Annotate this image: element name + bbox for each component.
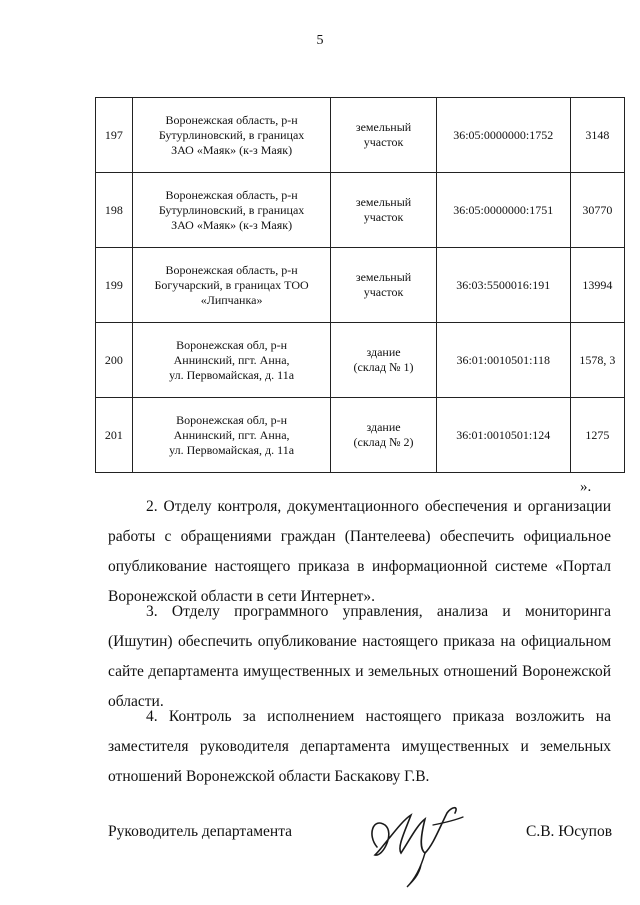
- address-line: Воронежская обл, р-н: [176, 337, 287, 352]
- address-line: Воронежская область, р-н: [165, 187, 298, 202]
- paragraph-2: 2. Отделу контроля, документационного обеспечения и организации работы с обращениями граждан (Пантелеева) обеспечить официальное опубликование настоящего приказа в информационной системе «Портал Воронежской области в сети Интернет».: [108, 498, 611, 605]
- object-type-line: (склад № 1): [353, 360, 414, 374]
- row-number: 201: [96, 398, 133, 473]
- address-line: ЗАО «Маяк» (к-з Маяк): [171, 142, 293, 157]
- table-row: [96, 398, 625, 473]
- address-line: ул. Первомайская, д. 11а: [169, 367, 295, 382]
- property-table: [95, 97, 625, 473]
- address-line: Аннинский, пгт. Анна,: [173, 352, 290, 367]
- object-type-cell: [331, 398, 436, 473]
- address-cell: [132, 248, 331, 323]
- address-line: Воронежская обл, р-н: [176, 412, 287, 427]
- object-type-line: (склад № 2): [353, 435, 414, 449]
- area-value: 3148: [570, 98, 624, 173]
- address-cell: [132, 323, 331, 398]
- address-line: Богучарский, в границах ТОО: [154, 277, 309, 292]
- area-value: 30770: [570, 173, 624, 248]
- cadastral-number: 36:01:0010501:118: [436, 323, 570, 398]
- row-number: 197: [96, 98, 133, 173]
- paragraph-4: 4. Контроль за исполнением настоящего приказа возложить на заместителя руководителя департамента имущественных и земельных отношений Воронежской области Баскакову Г.В.: [108, 708, 611, 785]
- object-type-line: земельный: [355, 195, 412, 209]
- page-number: 5: [316, 33, 324, 48]
- object-type-line: здание: [366, 345, 401, 359]
- address-line: Бутурлиновский, в границах: [158, 202, 305, 217]
- table-row: [96, 248, 625, 323]
- paragraph-3: 3. Отделу программного управления, анализа и мониторинга (Ишутин) обеспечить опубликование настоящего приказа на официальном сайте департамента имущественных и земельных отношений Воронежской области.: [108, 603, 611, 710]
- address-line: Бутурлиновский, в границах: [158, 127, 305, 142]
- signatory-title: Руководитель департамента: [108, 823, 293, 840]
- object-type-cell: [331, 173, 436, 248]
- object-type-cell: [331, 323, 436, 398]
- cadastral-number: 36:01:0010501:124: [436, 398, 570, 473]
- object-type-line: здание: [366, 420, 401, 434]
- row-number: 199: [96, 248, 133, 323]
- row-number: 198: [96, 173, 133, 248]
- address-line: Воронежская область, р-н: [165, 112, 298, 127]
- handwritten-signature: [355, 795, 475, 895]
- cadastral-number: 36:03:5500016:191: [436, 248, 570, 323]
- object-type-line: земельный: [355, 270, 412, 284]
- cadastral-number: 36:05:0000000:1752: [436, 98, 570, 173]
- address-line: Воронежская область, р-н: [165, 262, 298, 277]
- table-row: [96, 323, 625, 398]
- table-row: [96, 173, 625, 248]
- object-type-line: участок: [363, 135, 404, 149]
- row-number: 200: [96, 323, 133, 398]
- address-line: Аннинский, пгт. Анна,: [173, 427, 290, 442]
- address-cell: [132, 398, 331, 473]
- object-type-line: участок: [363, 285, 404, 299]
- address-line: ЗАО «Маяк» (к-з Маяк): [171, 217, 293, 232]
- cadastral-number: 36:05:0000000:1751: [436, 173, 570, 248]
- address-cell: [132, 173, 331, 248]
- area-value: 13994: [570, 248, 624, 323]
- address-cell: [132, 98, 331, 173]
- object-type-cell: [331, 98, 436, 173]
- table-closing-quote: ».: [580, 479, 592, 495]
- table-row: [96, 98, 625, 173]
- address-line: ул. Первомайская, д. 11а: [169, 442, 295, 457]
- object-type-line: земельный: [355, 120, 412, 134]
- address-line: «Липчанка»: [200, 292, 263, 307]
- object-type-cell: [331, 248, 436, 323]
- area-value: 1578, 3: [570, 323, 624, 398]
- area-value: 1275: [570, 398, 624, 473]
- object-type-line: участок: [363, 210, 404, 224]
- signatory-name: С.В. Юсупов: [526, 823, 613, 840]
